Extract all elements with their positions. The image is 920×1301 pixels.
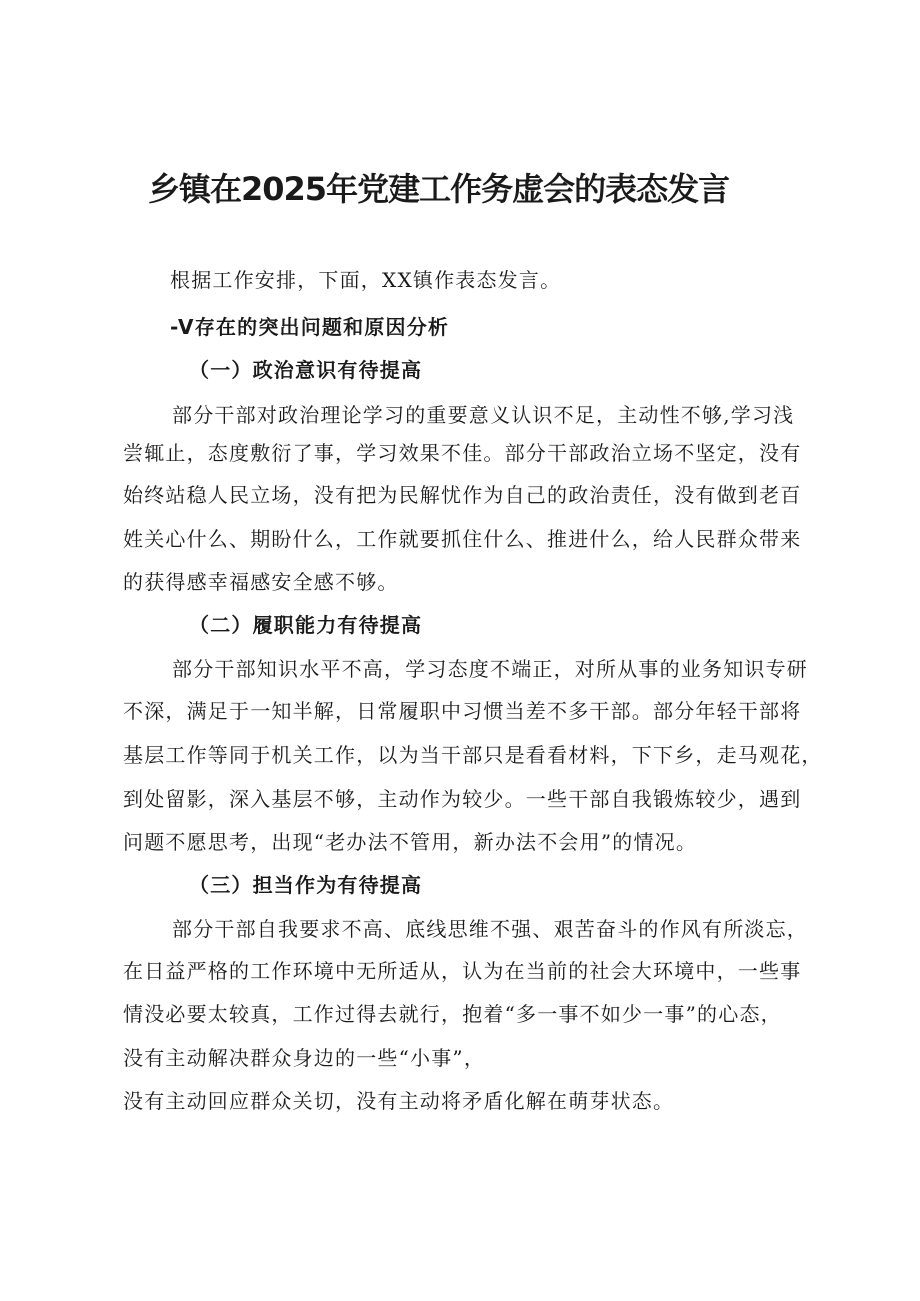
paragraph-2-line: 问题不愿思考，出现“老办法不管用，新办法不会用”的情况。: [123, 830, 698, 854]
paragraph-3-line: 部分干部自我要求不高、底线思维不强、艰苦奋斗的作风有所淡忘，: [172, 917, 808, 941]
subsection-heading-3: （三）担当作为有待提高: [189, 873, 423, 897]
document-title: 乡镇在2025年党建工作务虚会的表态发言: [148, 170, 730, 208]
paragraph-1-line: 尝辄止，态度敷衍了事，学习效果不佳。部分干部政治立场不坚定，没有: [123, 441, 802, 465]
subsection-heading-1: （一）政治意识有待提高: [189, 358, 423, 382]
paragraph-3-line: 没有主动解决群众身边的一些“小事”，: [123, 1046, 486, 1070]
section-heading: -V存在的突出问题和原因分析: [170, 315, 450, 339]
intro-paragraph: 根据工作安排，下面，XX镇作表态发言。: [170, 268, 562, 292]
paragraph-1-line: 始终站稳人民立场，没有把为民解忧作为自己的政治责任，没有做到老百: [123, 483, 802, 507]
paragraph-1-line: 部分干部对政治理论学习的重要意义认识不足，主动性不够,学习浅: [172, 403, 795, 427]
paragraph-3-line: 在日益严格的工作环境中无所适从，认为在当前的社会大环境中，一些事: [123, 959, 802, 983]
paragraph-3-line: 情没必要太较真，工作过得去就行，抱着“多一事不如少一事”的心态，: [123, 1002, 782, 1026]
paragraph-2-line: 部分干部知识水平不高，学习态度不端正，对所从事的业务知识专研: [172, 657, 808, 681]
paragraph-3-line: 没有主动回应群众关切，没有主动将矛盾化解在萌芽状态。: [123, 1089, 675, 1113]
paragraph-2-line: 不深，满足于一知半解，日常履职中习惯当差不多干部。部分年轻干部将: [123, 699, 802, 723]
paragraph-2-line: 到处留影，深入基层不够，主动作为较少。一些干部自我锻炼较少，遇到: [123, 787, 802, 811]
paragraph-1-line: 的获得感幸福感安全感不够。: [123, 570, 399, 594]
subsection-heading-2: （二）履职能力有待提高: [189, 613, 423, 637]
paragraph-1-line: 姓关心什么、期盼什么，工作就要抓住什么、推进什么，给人民群众带来: [123, 527, 802, 551]
paragraph-2-line: 基层工作等同于机关工作，以为当干部只是看看材料，下下乡，走马观花，: [123, 743, 823, 767]
